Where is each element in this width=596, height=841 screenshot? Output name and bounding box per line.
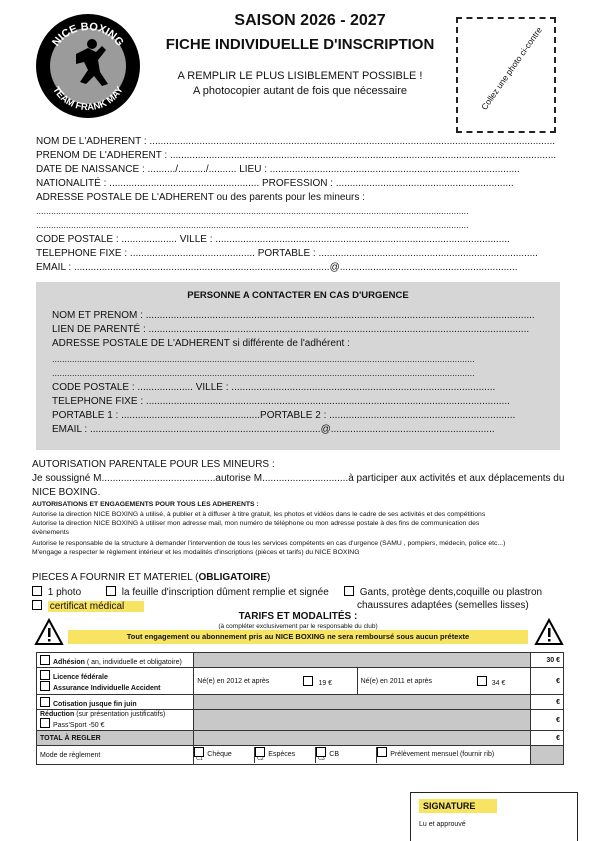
photo-label: Collez une photo ci-contre xyxy=(479,25,544,112)
autorisation-line2: NICE BOXING. xyxy=(32,487,101,498)
tarifs-table xyxy=(36,652,564,765)
adhesion-price: 30 € xyxy=(530,653,563,668)
boxer-icon xyxy=(36,14,140,118)
price-34[interactable]: 34 € xyxy=(474,668,531,695)
signature-sub: Lu et approuvé xyxy=(419,821,466,828)
signature-box[interactable] xyxy=(410,792,578,841)
mode-especes[interactable]: Espèces C2 xyxy=(255,747,316,763)
ne-2012-label: Né(e) en 2012 et après xyxy=(194,668,301,695)
emergency-section xyxy=(36,282,560,450)
mode-prelevement[interactable]: Prélèvement mensuel (fournir rib) xyxy=(377,747,530,763)
field-adresse-1[interactable]: ............................................................................................................................................................................. xyxy=(36,206,469,216)
row-mode: Mode de règlement xyxy=(37,746,194,765)
pieces-title: PIECES A FOURNIR ET MATERIEL (OBLIGATOIRE) xyxy=(32,572,271,583)
warning-right-icon xyxy=(534,618,564,646)
row-adhesion[interactable]: Adhésion ( an, individuelle et obligatoire) xyxy=(37,653,194,668)
tarifs-title: TARIFS ET MODALITÉS : xyxy=(238,611,358,622)
mode-cb[interactable]: CB C3 xyxy=(316,747,377,763)
logo-bottom-text: TEAM FRANK MAY xyxy=(50,84,126,114)
checkbox-prelevement[interactable] xyxy=(377,747,387,757)
urgence-adresse-2[interactable]: ......................................................................................................................................................................... xyxy=(52,368,475,378)
engagements-title: AUTORISATIONS ET ENGAGEMENTS POUR TOUS LES ADHERENTS : xyxy=(32,501,259,508)
checkbox-feuille[interactable] xyxy=(106,586,116,596)
urgence-portables[interactable]: PORTABLE 1 : ..................................................PORTABLE 2 : ................................................................... xyxy=(52,410,516,421)
urgence-code-postale[interactable]: CODE POSTALE : .................... VILLE : ............................................................................................... xyxy=(52,382,496,393)
checkbox-certificat[interactable] xyxy=(32,600,42,610)
piece-photo[interactable]: 1 photo xyxy=(32,586,81,598)
instruction-photocopy: A photocopier autant de fois que nécessaire xyxy=(192,85,408,97)
urgence-adresse-label: ADRESSE POSTALE DE L'ADHERENT si différente de l'adhérent : xyxy=(52,338,350,349)
row-licence[interactable]: Licence fédérale Assurance Individuelle Accident xyxy=(37,668,194,695)
checkbox-adhesion[interactable] xyxy=(40,655,50,665)
emergency-title: PERSONNE A CONTACTER EN CAS D'URGENCE xyxy=(187,290,409,301)
field-adresse-2[interactable]: ............................................................................................................................................................................. xyxy=(36,220,469,230)
row-total: TOTAL À REGLER xyxy=(37,731,194,746)
field-nationalite[interactable]: NATIONALITÉ : ...................................................... PROFESSION : ................................................................ xyxy=(36,178,514,189)
ne-2011-label: Né(e) en 2011 et après xyxy=(357,668,474,695)
field-naissance[interactable]: DATE DE NAISSANCE : ........../........../.......... LIEU : .......................................................................................... xyxy=(36,164,520,175)
field-telephone[interactable]: TELEPHONE FIXE : ............................................. PORTABLE : ............................................................................... xyxy=(36,248,538,259)
field-prenom[interactable]: PRENOM DE L'ADHERENT : ........................................................................................................................................... xyxy=(36,150,557,161)
checkbox-pass-sport[interactable] xyxy=(40,718,50,728)
engagement-3: Autorise le responsable de la structure à demander l'intervention de tous les services compétents en cas d'urgence (SAMU , pompiers, médecin, police etc...) xyxy=(32,540,506,547)
checkbox-19[interactable] xyxy=(303,676,313,686)
piece-gants[interactable]: Gants, protège dents,coquille ou plastron xyxy=(344,586,542,598)
checkbox-assurance[interactable] xyxy=(40,681,50,691)
autorisation-line1[interactable]: Je soussigné M.........................................autorise M...............................à participer aux activités et aux déplacements du xyxy=(32,473,565,484)
autorisation-title: AUTORISATION PARENTALE POUR LES MINEURS : xyxy=(32,459,275,470)
engagement-2: Autorise la direction NICE BOXING à utiliser mon adresse mail, mon numéro de téléphone ou mon adresse postale à des fins de communication des xyxy=(32,520,480,527)
checkbox-34[interactable] xyxy=(477,676,487,686)
checkbox-photo[interactable] xyxy=(32,586,42,596)
urgence-lien[interactable]: LIEN DE PARENTÉ : ......................................................................................................................................... xyxy=(52,324,530,335)
form-title: FICHE INDIVIDUELLE D'INSCRIPTION xyxy=(165,36,435,53)
engagement-1: Autorise la direction NICE BOXING à utilisé, à publier et à diffuser à titre gratuit, les photos et vidéos dans le cadre de ses activités et des compétitions xyxy=(32,511,486,518)
row-reduction[interactable]: Réduction (sur présentation justificatifs) Pass'Sport -50 € xyxy=(37,710,194,731)
checkbox-licence[interactable] xyxy=(40,670,50,680)
checkbox-cotisation[interactable] xyxy=(40,697,50,707)
piece-certificat[interactable]: certificat médical xyxy=(32,600,144,612)
adresse-label: ADRESSE POSTALE DE L'ADHERENT ou des parents pour les mineurs : xyxy=(36,192,365,203)
warning-left-icon xyxy=(34,618,64,646)
club-logo xyxy=(36,14,140,118)
piece-feuille[interactable]: la feuille d'inscription dûment remplie et signée xyxy=(106,586,329,598)
checkbox-gants[interactable] xyxy=(344,586,354,596)
no-refund-warning: Tout engagement ou abonnement pris au NICE BOXING ne sera remboursé sous aucun prétexte xyxy=(68,630,528,644)
field-code-postale[interactable]: CODE POSTALE : .................... VILLE : .......................................................................................................... xyxy=(36,234,510,245)
svg-text:TEAM FRANK MAY xyxy=(50,84,126,113)
engagement-4: M'engage a respecter le règlement intérieur et les modalités d'inscriptions (pièces et tarifs) du NICE BOXING xyxy=(32,549,360,556)
instruction-legible: A REMPLIR LE PLUS LISIBLEMENT POSSIBLE ! xyxy=(177,70,423,82)
season-title: SAISON 2026 - 2027 xyxy=(234,12,386,29)
urgence-nom[interactable]: NOM ET PRENOM : ............................................................................................................................................ xyxy=(52,310,535,321)
photo-placeholder[interactable] xyxy=(456,17,556,133)
tarifs-note: (à compléter exclusivement par le responsable du club) xyxy=(218,623,378,630)
urgence-telephone[interactable]: TELEPHONE FIXE : ................................................................................................................................... xyxy=(52,396,510,407)
field-email[interactable]: EMAIL : ............................................................................................@................................................................ xyxy=(36,262,518,273)
licence-euro[interactable]: € xyxy=(530,668,563,695)
cotisation-euro[interactable]: € xyxy=(530,695,563,710)
logo-top-text: NICE BOXING xyxy=(50,20,126,49)
row-cotisation[interactable]: Cotisation jusque fin juin xyxy=(37,695,194,710)
field-nom[interactable]: NOM DE L'ADHERENT : .................................................................................................................................................. xyxy=(36,136,556,147)
signature-label: SIGNATURE xyxy=(419,799,497,813)
urgence-adresse-1[interactable]: ......................................................................................................................................................................... xyxy=(52,354,475,364)
total-euro[interactable]: € xyxy=(530,731,563,746)
price-19[interactable]: 19 € xyxy=(300,668,357,695)
urgence-email[interactable]: EMAIL : ...................................................................................@........................................................... xyxy=(52,424,495,435)
mode-cheque[interactable]: Chèque C1 xyxy=(194,747,255,763)
reduction-euro[interactable]: € xyxy=(530,710,563,731)
piece-chaussures: chaussures adaptées (semelles lisses) xyxy=(357,600,529,611)
engagement-2b: évènements xyxy=(32,529,70,536)
